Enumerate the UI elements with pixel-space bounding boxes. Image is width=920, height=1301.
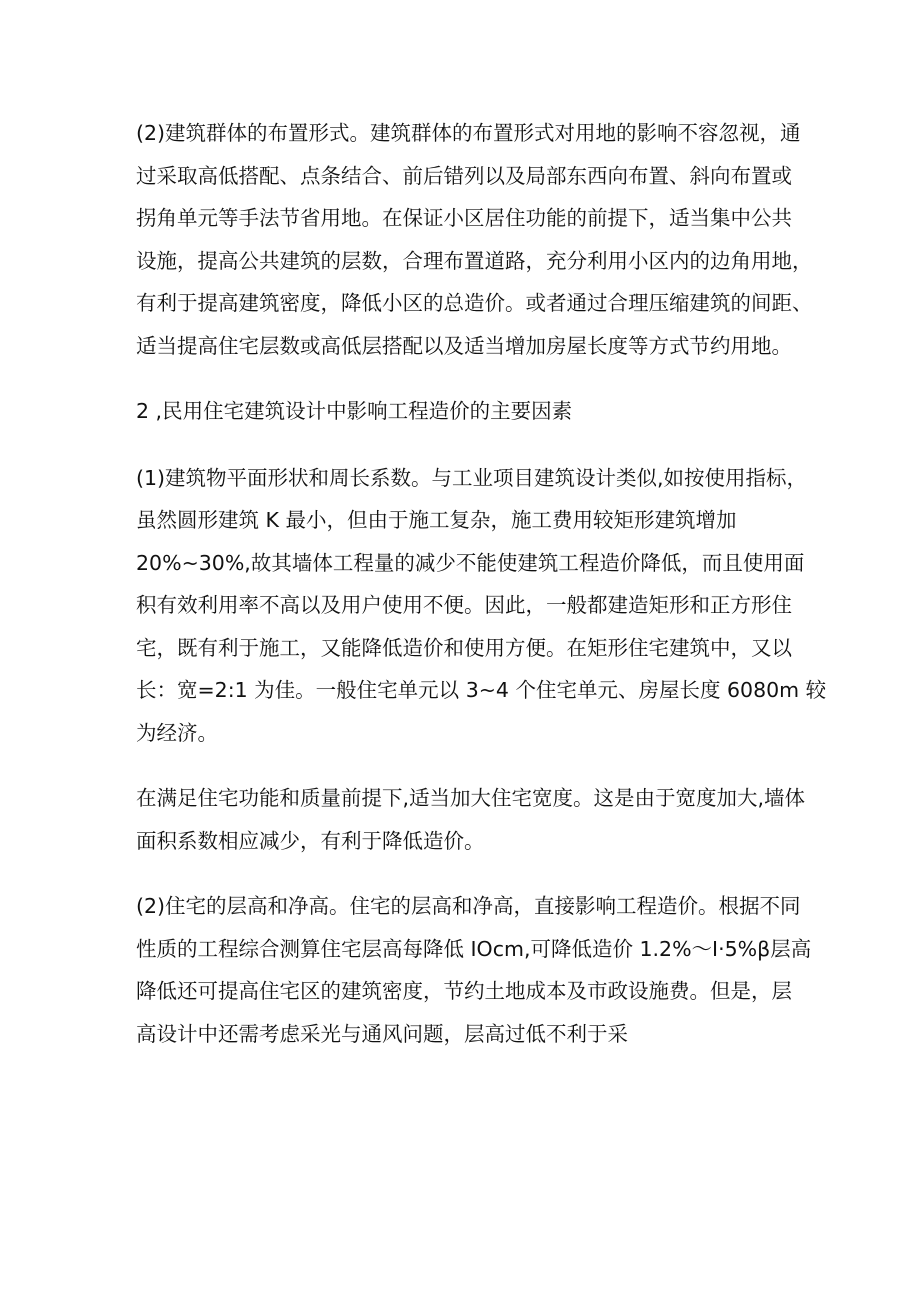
text-line: 20%~30%,故其墙体工程量的减少不能使建筑工程造价降低，而且使用面 [136, 550, 805, 575]
heading-line: 2 ,民用住宅建筑设计中影响工程造价的主要因素 [136, 399, 573, 423]
text-line: 虽然圆形建筑 K 最小，但由于施工复杂，施工费用较矩形建筑增加 [136, 508, 737, 532]
text-line: 拐角单元等手法节省用地。在保证小区居住功能的前提下，适当集中公共 [136, 206, 792, 230]
text-line: 在满足住宅功能和质量前提下,适当加大住宅宽度。这是由于宽度加大,墙体 [136, 786, 806, 810]
paragraph-building-group-layout [136, 112, 813, 367]
section-heading [136, 390, 796, 433]
document-body [136, 112, 827, 1078]
text-line: 过采取高低搭配、点条结合、前后错列以及局部东西向布置、斜向布置或 [136, 163, 792, 188]
text-line: 有利于提高建筑密度，降低小区的总造价。或者通过合理压缩建筑的间距、 [136, 291, 813, 315]
text-line: (2)建筑群体的布置形式。建筑群体的布置形式对用地的影响不容忽视，通 [136, 121, 801, 145]
text-line: 积有效利用率不高以及用户使用不便。因此，一般都建造矩形和正方形住 [136, 593, 792, 617]
text-line: 面积系数相应减少，有利于降低造价。 [136, 828, 485, 853]
text-line: 为经济。 [136, 720, 218, 745]
paragraph-width [136, 777, 806, 862]
text-line: 宅，既有利于施工，又能降低造价和使用方便。在矩形住宅建筑中，又以 [136, 635, 792, 660]
text-line: 适当提高住宅层数或高低层搭配以及适当增加房屋长度等方式节约用地。 [136, 333, 792, 358]
text-line: (1)建筑物平面形状和周长系数。与工业项目建筑设计类似,如按使用指标， [136, 465, 808, 490]
text-line: 性质的工程综合测算住宅层高每降低 IOcm,可降低造价 1.2%～I·5%β层高 [136, 936, 812, 961]
text-line: (2)住宅的层高和净高。住宅的层高和净高，直接影响工程造价。根据不同 [136, 894, 801, 918]
text-line: 高设计中还需考虑采光与通风问题，层高过低不利于采 [136, 1021, 628, 1046]
text-line: 长：宽=2:1 为佳。一般住宅单元以 3~4 个住宅单元、房屋长度 6080m 较 [136, 678, 827, 702]
text-line: 降低还可提高住宅区的建筑密度，节约土地成本及市政设施费。但是，层 [136, 979, 792, 1003]
paragraph-floor-height [136, 885, 812, 1055]
text-line: 设施，提高公共建筑的层数，合理布置道路，充分利用小区内的边角用地， [136, 248, 813, 273]
paragraph-plan-shape [136, 457, 827, 755]
